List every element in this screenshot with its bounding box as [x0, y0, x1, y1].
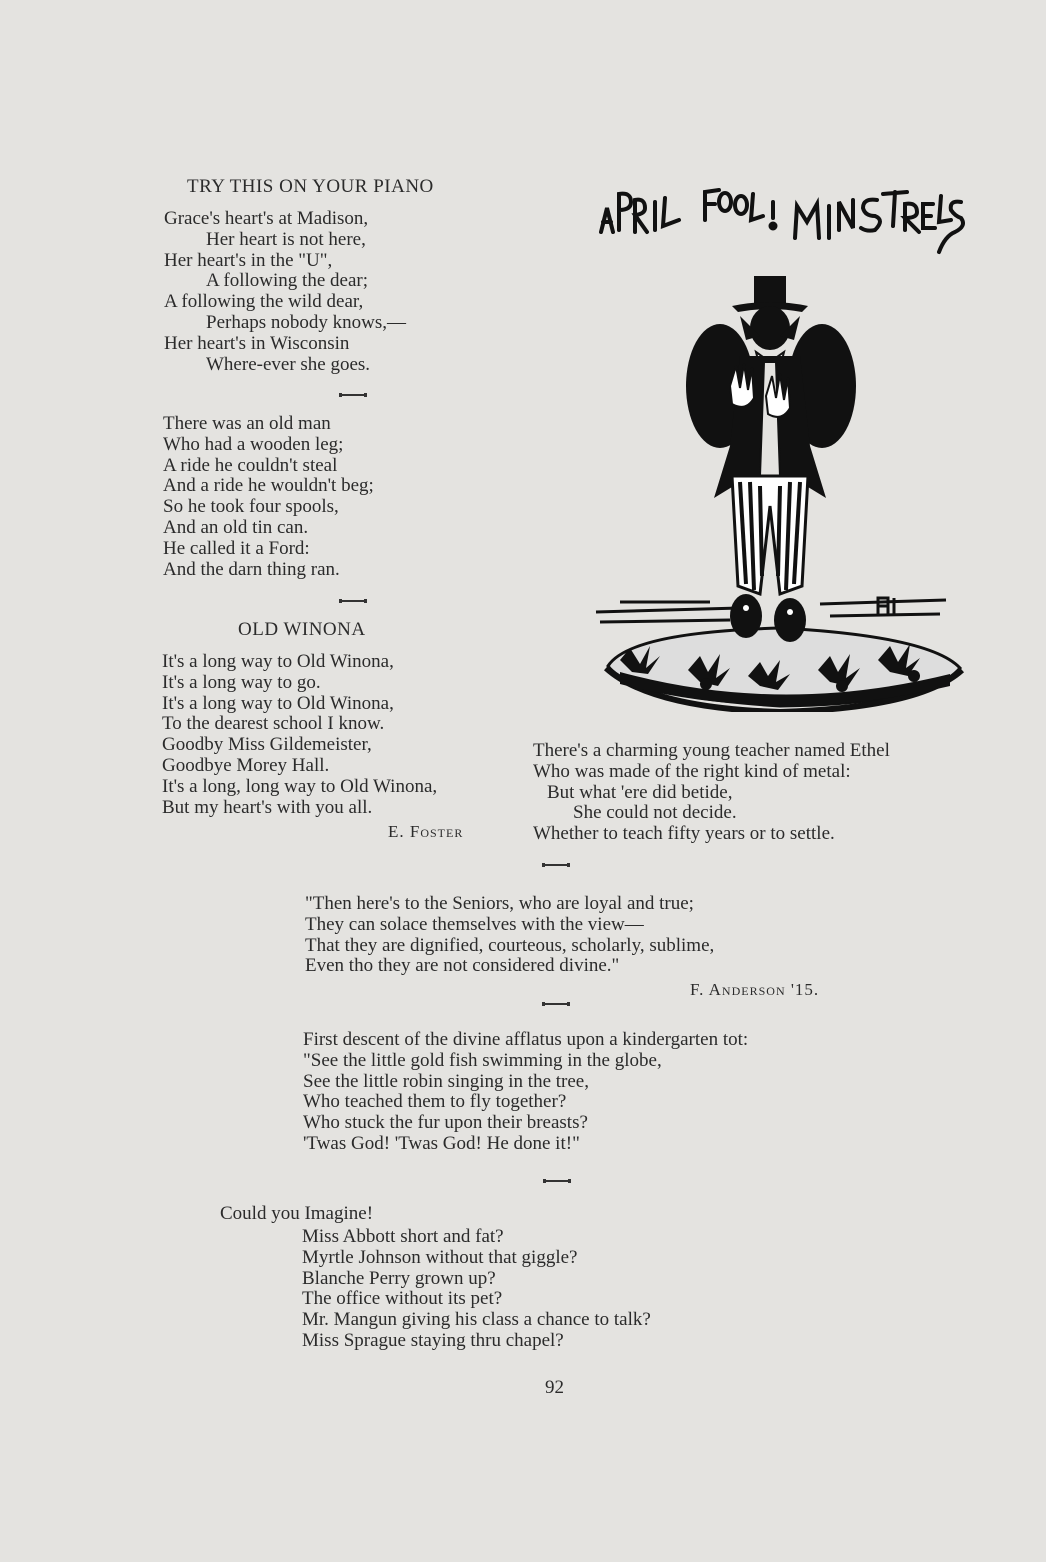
seniors-toast [305, 894, 714, 977]
list-item: Miss Abbott short and fat? [302, 1226, 504, 1247]
poem-line: It's a long way to Old Winona, [162, 692, 394, 714]
poem-line: A following the dear; [206, 270, 368, 292]
imagine-intro: Could you Imagine! [220, 1203, 374, 1224]
minstrels-title [595, 180, 965, 260]
poem-line: It's a long way to Old Winona, [162, 651, 394, 672]
list-item: The office without its pet? [302, 1288, 503, 1310]
kindergarten-verse [303, 1030, 748, 1155]
poem-line: That they are dignified, courteous, scholarly, sublime, [305, 934, 715, 956]
poem-line: He called it a Ford: [163, 537, 310, 559]
poem-line: Where-ever she goes. [206, 353, 371, 375]
list-item: Mr. Mangun giving his class a chance to talk? [302, 1309, 651, 1331]
poem-line: And a ride he wouldn't beg; [163, 475, 374, 497]
winona-signature: E. Foster [388, 822, 464, 841]
poem-line: But what 'ere did betide, [547, 781, 733, 803]
poem-line: But my heart's with you all. [162, 796, 373, 818]
section-separator [545, 1003, 567, 1005]
winona-title: OLD WINONA [238, 619, 366, 640]
ethel-limerick [533, 741, 890, 845]
poem-line: Who was made of the right kind of metal: [533, 760, 851, 782]
poem-line: Her heart's in Wisconsin [164, 332, 350, 354]
poem-line: To the dearest school I know. [162, 713, 385, 735]
poem-line: See the little robin singing in the tree, [303, 1070, 589, 1092]
poem-line: It's a long, long way to Old Winona, [162, 775, 438, 797]
section-separator [546, 1180, 568, 1182]
poem-line: And the darn thing ran. [163, 558, 340, 580]
section-separator [342, 394, 364, 396]
poem-line: There's a charming young teacher named Ethel [533, 740, 890, 761]
page-number: 92 [545, 1377, 564, 1398]
imagine-list [302, 1227, 651, 1352]
poem-line: "See the little gold fish swimming in the globe, [303, 1049, 662, 1071]
winona-poem [162, 652, 437, 818]
list-item: Miss Sprague staying thru chapel? [302, 1329, 564, 1351]
piano-poem [164, 209, 406, 375]
old-man-poem [163, 414, 374, 580]
poem-line: A ride he couldn't steal [163, 454, 338, 476]
minstrel-illustration [590, 276, 966, 712]
poem-line: Goodby Miss Gildemeister, [162, 734, 372, 756]
poem-line: It's a long way to go. [162, 671, 321, 693]
poem-line: So he took four spools, [163, 496, 339, 518]
poem-line: 'Twas God! 'Twas God! He done it!" [303, 1132, 580, 1154]
piano-title: TRY THIS ON YOUR PIANO [187, 176, 434, 197]
poem-line: There was an old man [163, 413, 331, 434]
poem-line: Perhaps nobody knows,— [206, 311, 407, 333]
poem-line: Her heart is not here, [206, 228, 366, 250]
minstrel-figure-art [590, 276, 966, 712]
poem-line: Even tho they are not considered divine." [305, 955, 620, 977]
poem-line: Whether to teach fifty years or to settle. [533, 823, 835, 845]
poem-line: And an old tin can. [163, 516, 309, 538]
seniors-signature: F. Anderson '15. [690, 980, 820, 999]
poem-line: Grace's heart's at Madison, [164, 208, 369, 229]
section-separator [545, 864, 567, 866]
poem-line: She could not decide. [573, 802, 737, 824]
poem-line: First descent of the divine afflatus upon a kindergarten tot: [303, 1029, 749, 1050]
poem-line: They can solace themselves with the view— [305, 913, 644, 935]
list-item: Myrtle Johnson without that giggle? [302, 1246, 578, 1268]
poem-line: A following the wild dear, [164, 291, 364, 313]
minstrels-title-art [595, 180, 965, 260]
section-separator [342, 600, 364, 602]
poem-line: Who stuck the fur upon their breasts? [303, 1112, 588, 1134]
list-item: Blanche Perry grown up? [302, 1267, 496, 1289]
poem-line: Who had a wooden leg; [163, 433, 344, 455]
poem-line: Goodbye Morey Hall. [162, 754, 330, 776]
poem-line: "Then here's to the Seniors, who are loyal and true; [305, 893, 694, 914]
poem-line: Her heart's in the "U", [164, 249, 333, 271]
poem-line: Who teached them to fly together? [303, 1091, 567, 1113]
